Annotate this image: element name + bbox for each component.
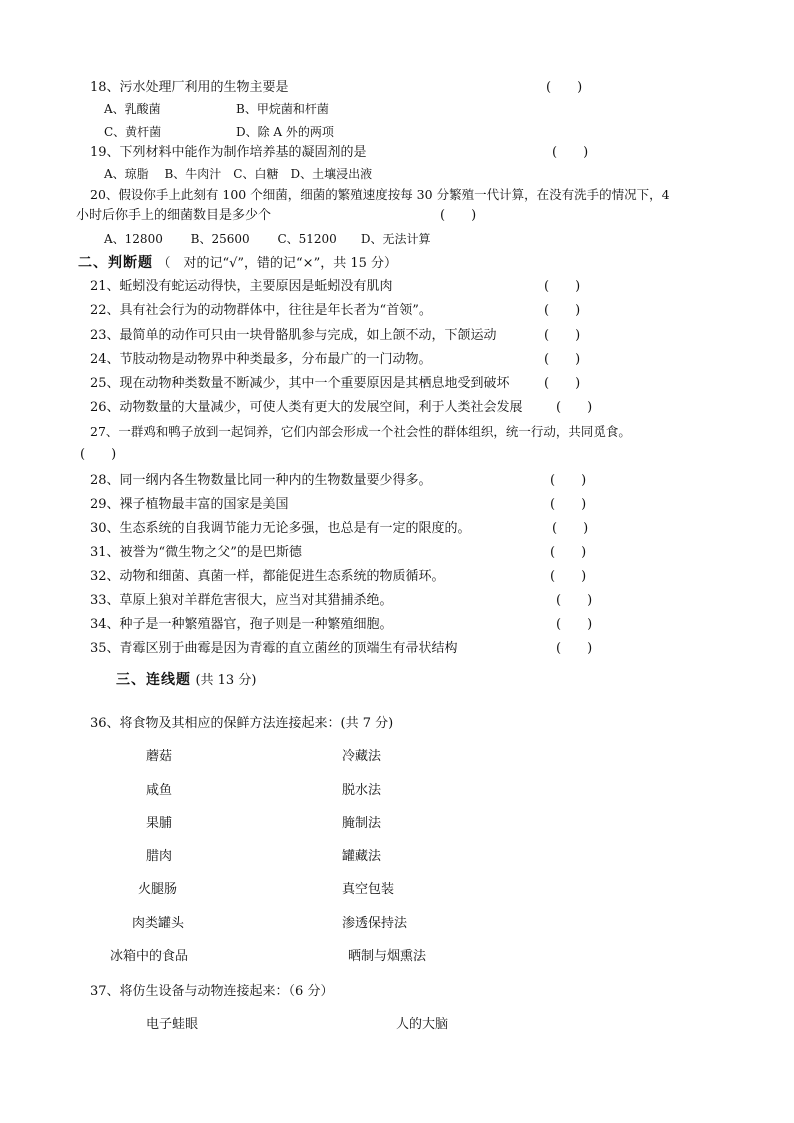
question-23: 23、最简单的动作可只由一块骨骼肌参与完成，如上颌不动，下颌运动 xyxy=(90,328,497,343)
question-22: 22、具有社会行为的动物群体中，往往是年长者为“首领”。 xyxy=(90,303,432,318)
match-right-item[interactable]: 真空包装 xyxy=(342,882,395,897)
question-18: 18、污水处理厂利用的生物主要是 xyxy=(90,80,289,95)
match-right-item[interactable]: 晒制与烟熏法 xyxy=(348,949,427,964)
match-right-item[interactable]: 人的大脑 xyxy=(396,1017,449,1032)
answer-blank-19[interactable]: ( ) xyxy=(552,145,589,160)
match-left-item[interactable]: 腊肉 xyxy=(146,849,173,864)
section-3-title: 三、连线题 xyxy=(116,672,191,688)
section-3-heading xyxy=(116,671,256,690)
question-28: 28、同一纲内各生物数量比同一种内的生物数量要少得多。 xyxy=(90,473,432,488)
question-25: 25、现在动物种类数量不断减少，其中一个重要原因是其栖息地受到破坏 xyxy=(90,376,510,391)
question-26: 26、动物数量的大量减少，可使人类有更大的发展空间，利于人类社会发展 xyxy=(90,400,523,415)
section-3-note: (共 13 分) xyxy=(195,673,257,688)
option-18d: D、除 A 外的两项 xyxy=(236,125,334,139)
match-left-item[interactable]: 果脯 xyxy=(146,816,173,831)
question-36: 36、将食物及其相应的保鲜方法连接起来：(共 7 分) xyxy=(90,716,394,731)
answer-blank-34[interactable]: ( ) xyxy=(556,617,593,632)
answer-blank-20[interactable]: ( ) xyxy=(440,208,477,223)
answer-blank-27[interactable]: ( ) xyxy=(80,447,117,462)
match-left-item[interactable]: 咸鱼 xyxy=(146,783,173,798)
question-30: 30、生态系统的自我调节能力无论多强，也总是有一定的限度的。 xyxy=(90,521,471,536)
section-2-note: （ 对的记“√”，错的记“×”，共 15 分） xyxy=(157,256,398,271)
option-18c: C、黄杆菌 xyxy=(104,125,162,139)
question-20-line1: 20、假设你手上此刻有 100 个细菌，细菌的繁殖速度按每 30 分繁殖一代计算，在没有洗手的情况下，4 xyxy=(90,187,670,202)
answer-blank-22[interactable]: ( ) xyxy=(544,303,581,318)
question-32: 32、动物和细菌、真菌一样，都能促进生态系统的物质循环。 xyxy=(90,569,445,584)
question-33: 33、草原上狼对羊群危害很大，应当对其猎捕杀绝。 xyxy=(90,593,393,608)
options-19: A、琼脂 B、牛肉汁 C、白糖 D、土壤浸出液 xyxy=(104,167,373,181)
match-right-item[interactable]: 腌制法 xyxy=(342,816,382,831)
answer-blank-30[interactable]: ( ) xyxy=(552,521,589,536)
question-24: 24、节肢动物是动物界中种类最多，分布最广的一门动物。 xyxy=(90,352,432,367)
match-right-item[interactable]: 冷藏法 xyxy=(342,749,382,764)
answer-blank-26[interactable]: ( ) xyxy=(556,400,593,415)
answer-blank-18[interactable]: ( ) xyxy=(546,80,583,95)
answer-blank-21[interactable]: ( ) xyxy=(544,279,581,294)
answer-blank-23[interactable]: ( ) xyxy=(544,328,581,343)
answer-blank-33[interactable]: ( ) xyxy=(556,593,593,608)
question-20-line2: 小时后你手上的细菌数目是多少个 xyxy=(76,208,272,223)
option-18a: A、乳酸菌 xyxy=(104,102,161,116)
answer-blank-29[interactable]: ( ) xyxy=(550,497,587,512)
question-21: 21、蚯蚓没有蛇运动得快，主要原因是蚯蚓没有肌肉 xyxy=(90,279,393,294)
match-left-item[interactable]: 火腿肠 xyxy=(138,882,178,897)
question-37: 37、将仿生设备与动物连接起来：（6 分） xyxy=(90,984,334,999)
answer-blank-24[interactable]: ( ) xyxy=(544,352,581,367)
match-right-item[interactable]: 脱水法 xyxy=(342,783,382,798)
match-left-item[interactable]: 冰箱中的食品 xyxy=(110,949,189,964)
section-2-heading xyxy=(78,254,397,273)
section-2-title: 二、判断题 xyxy=(78,255,153,271)
match-left-item[interactable]: 电子蛙眼 xyxy=(146,1017,199,1032)
options-20: A、12800 B、25600 C、51200 D、无法计算 xyxy=(104,232,431,246)
answer-blank-32[interactable]: ( ) xyxy=(550,569,587,584)
match-right-item[interactable]: 渗透保持法 xyxy=(342,916,408,931)
question-35: 35、青霉区别于曲霉是因为青霉的直立菌丝的顶端生有帚状结构 xyxy=(90,641,458,656)
answer-blank-28[interactable]: ( ) xyxy=(550,473,587,488)
question-27: 27、一群鸡和鸭子放到一起饲养，它们内部会形成一个社会性的群体组织，统一行动，共同觅食。 xyxy=(90,424,631,439)
option-18b: B、甲烷菌和杆菌 xyxy=(236,102,329,116)
answer-blank-25[interactable]: ( ) xyxy=(544,376,581,391)
question-31: 31、被誉为“微生物之父”的是巴斯德 xyxy=(90,545,302,560)
match-left-item[interactable]: 肉类罐头 xyxy=(132,916,185,931)
question-19: 19、下列材料中能作为制作培养基的凝固剂的是 xyxy=(90,145,367,160)
question-34: 34、种子是一种繁殖器官，孢子则是一种繁殖细胞。 xyxy=(90,617,393,632)
match-right-item[interactable]: 罐藏法 xyxy=(342,849,382,864)
answer-blank-31[interactable]: ( ) xyxy=(550,545,587,560)
match-left-item[interactable]: 蘑菇 xyxy=(146,749,173,764)
answer-blank-35[interactable]: ( ) xyxy=(556,641,593,656)
question-29: 29、裸子植物最丰富的国家是美国 xyxy=(90,497,289,512)
